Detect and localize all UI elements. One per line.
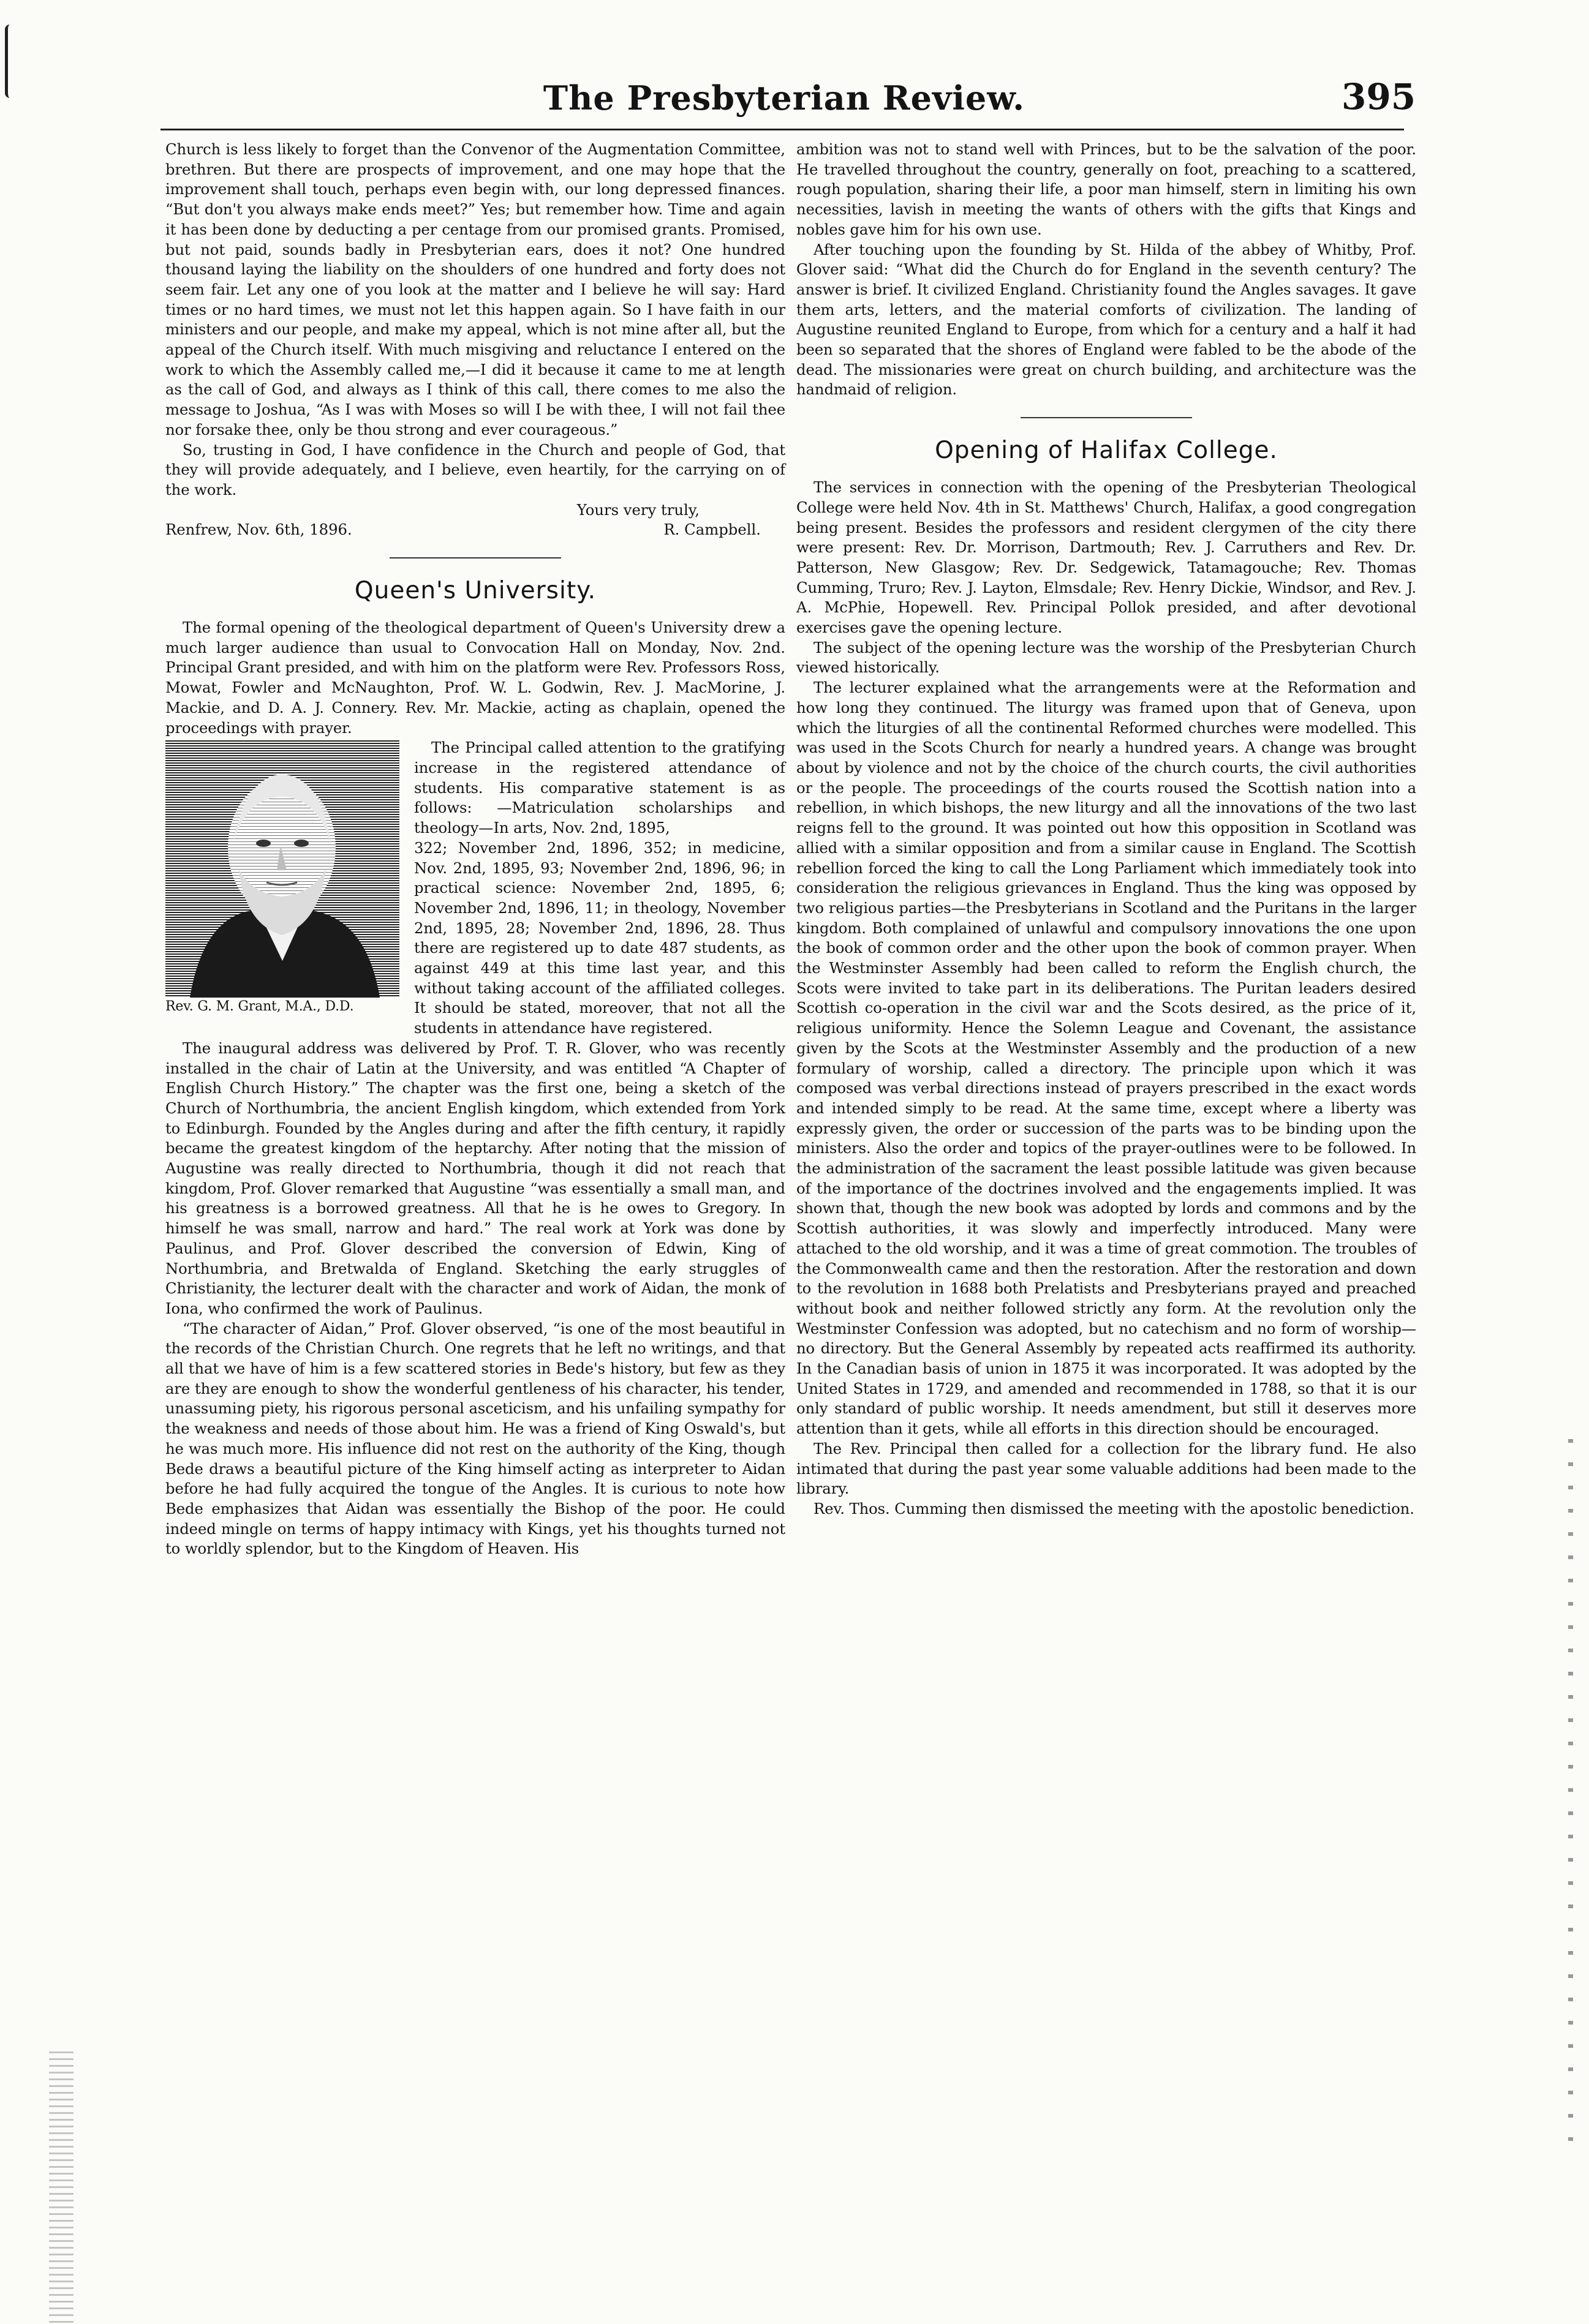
journal-title: The Presbyterian Review. bbox=[543, 78, 1025, 118]
section-divider bbox=[390, 557, 561, 558]
portrait-engraving bbox=[165, 740, 399, 998]
portrait-figure bbox=[165, 740, 399, 1016]
signoff-place-date: Renfrew, Nov. 6th, 1896. bbox=[165, 521, 352, 539]
section-divider bbox=[1021, 417, 1192, 418]
halifax-paragraph: The services in connection with the opening of the Presbyterian Theological College were held Nov. 4th in St. Matthews' Church, Halifax, a good congregation being present. Besides the professors and resident clergymen of the city there were present: Rev. Dr. Morrison, Dartmouth; Rev. J. Carruthers and Rev. Dr. Patterson, New Glasgow; Rev. Dr. Sedgewick, Tatamagouche; Rev. Thomas Cumming, Truro; Rev. J. Layton, Elmsdale; Rev. Henry Dickie, Windsor, and Rev. J. A. McPhie, Hopewell. Rev. Principal Pollok presided, and after devotional exercises gave the opening lecture. bbox=[796, 478, 1416, 637]
halifax-paragraph: Rev. Thos. Cumming then dismissed the meeting with the apostolic benediction. bbox=[813, 1500, 1414, 1517]
scan-edge-noise bbox=[49, 2051, 74, 2324]
scan-edge-noise-right bbox=[1568, 1439, 1573, 2143]
queens-stats-paragraph: The Principal called attention to the gratifying increase in the registered attendance of students. His comparative statement is as follows: —Matriculation scholarships and theology—In arts, Nov. 2nd, 1895, bbox=[414, 739, 785, 837]
letter-paragraph: Church is less likely to forget than the Convenor of the Augmentation Committee, brethren. But there are prospects of improvement, and one may hope that the improvement shall touch, perhaps even begin with, our long depressed finances. “But don't you always make ends meet?” Yes; but remember how. Time and again it has been done by deducting a per centage from our promised grants. Promised, but not paid, sounds badly in Presbyterian ears, does it not? One hundred thousand laying the liability on the shoulders of one hundred and forty does not seem fair. Let any one of you look at the matter and I believe he will say: Hard times or no hard times, we must not let this happen again. So I have faith in our ministers and our people, and make my appeal, which is not mine after all, but the appeal of the Church itself. With much misgiving and reluctance I entered on the work to which the Assembly called me,—I did it because it came to me at length as the call of God, and always as I think of this call, there comes to me also the message to Joshua, “As I was with Moses so will I be with thee, I will not fail thee nor forsake thee, only be thou strong and ever courageous.” bbox=[165, 140, 785, 438]
halifax-heading: Opening of Halifax College. bbox=[935, 437, 1278, 465]
portrait-caption: Rev. G. M. Grant, M.A., D.D. bbox=[165, 999, 354, 1015]
header-rule bbox=[160, 129, 1404, 130]
page-number: 395 bbox=[1342, 76, 1416, 118]
continued-paragraph: ambition was not to stand well with Princes, but to be the salvation of the poor. He travelled throughout the country, generally on foot, preaching to a scattered, rough population, sharing their life, a poor man himself, stern in limiting his own necessities, lavish in meeting the wants of others with the gifts that Kings and nobles gave him for his own use. bbox=[796, 140, 1416, 238]
right-column bbox=[796, 140, 1416, 2209]
queens-paragraph: “The character of Aidan,” Prof. Glover observed, “is one of the most beautiful in the records of the Christian Church. One regrets that he left no writings, and that all that we have of him is a few scattered stories in Bede's history, but few as they are they are enough to show the wonderful gentleness of his character, his tender, unassuming piety, his rigorous personal asceticism, and his unfailing sympathy for the weakness and needs of those about him. He was a friend of King Oswald's, but he was much more. His influence did not rest on the authority of the King, though Bede draws a beautiful picture of the King himself acting as interpreter to Aidan before he had fully acquired the tongue of the Angles. It is curious to note how Bede emphasizes that Aidan was essentially the Bishop of the poor. He could indeed mingle on terms of happy intimacy with Kings, yet his thoughts turned not to worldly splendor, but to the Kingdom of Heaven. His bbox=[165, 1319, 785, 1558]
queens-heading: Queen's University. bbox=[354, 577, 597, 605]
halifax-paragraph: The Rev. Principal then called for a collection for the library fund. He also intimated that during the past year some valuable additions had been made to the library. bbox=[796, 1439, 1416, 1498]
queens-intro-paragraph: The formal opening of the theological department of Queen's University drew a much larger audience than usual to Convocation Hall on Monday, Nov. 2nd. Principal Grant presided, and with him on the platform were Rev. Professors Ross, Mowat, Fowler and McNaughton, Prof. W. L. Godwin, Rev. J. MacMorine, J. Mackie, and D. A. J. Connery. Rev. Mr. Mackie, acting as chaplain, opened the proceedings with prayer. bbox=[165, 619, 785, 737]
halifax-paragraph: The lecturer explained what the arrangements were at the Reformation and how long they continued. The liturgy was framed upon that of Geneva, upon which the liturgies of all the continental Reformed churches were modelled. This was used in the Scots Church for nearly a hundred years. A change was brought about by violence and not by the choice of the church courts, the civil authorities or the people. The proceedings of the courts roused the Scottish nation into a rebellion, in which bishops, the new liturgy and all the innovations of the two last reigns fell to the ground. It was pointed out how this opposition in Scotland was allied with a similar opposition and from a similar cause in England. The Scottish rebellion forced the king to call the Long Parliament which immediately took into consideration the religious grievances in England. Thus the king was opposed by two religious parties—the Presbyterians in Scotland and the Puritans in the larger kingdom. Both complained of unlawful and compulsory innovations the one upon the book of common order and the other upon the book of common prayer. When the Westminster Assembly had been called to reform the English church, the Scots were invited to take part in its deliberations. The Puritan leaders desired Scottish co-operation in the civil war and the Scots desired, as the price of it, religious uniformity. Hence the Solemn League and Covenant, the assistance given by the Scots at the Westminster Assembly and the production of a new formulary of worship, called a directory. The principle upon which it was composed was verbal directions instead of prayers prescribed in the exact words and intended simply to be read. At the same time, except where a liberty was expressly given, the order or succession of the parts was to be binding upon the ministers. Also the order and topics of the prayer-outlines were to be followed. In the administration of the sacrament the least possible latitude was given because of the importance of the doctrines involved and the engagements implied. It was shown that, though the new book was adopted by lords and commons and by the Scottish authorities, it was slowly and imperfectly introduced. Many were attached to the old worship, and it was a time of great commotion. The troubles of the Commonwealth came and then the restoration. After the restoration and down to the revolution in 1688 both Prelatists and Presbyterians prayed and preached without book and neither followed strictly any form. At the revolution only the Westminster Confession was adopted, but no catechism and no form of worship—no directory. But the General Assembly by repeated acts reaffirmed its authority. In the Canadian basis of union in 1875 it was incorporated. It was adopted by the United States in 1729, and amended and recommended in 1788, so that it is our only standard of public worship. It needs amendment, but still it deserves more attention than it gets, while all efforts in this direction should be encouraged. bbox=[796, 679, 1416, 1438]
halifax-paragraph: The subject of the opening lecture was the worship of the Presbyterian Church viewed historically. bbox=[796, 638, 1416, 677]
binding-mark bbox=[5, 24, 17, 98]
letter-signoff bbox=[165, 500, 785, 540]
letter-paragraph: So, trusting in God, I have confidence in the Church and people of God, that they will provide adequately, and I believe, even heartily, for the carrying on of the work. bbox=[165, 440, 785, 498]
left-column bbox=[165, 140, 785, 2307]
continued-paragraph: After touching upon the founding by St. Hilda of the abbey of Whitby, Prof. Glover said: “What did the Church do for England in the seventh century? The answer is brief. It civilized England. Christianity found the Angles savages. It gave them arts, letters, and the material comforts of civilization. The landing of Augustine reunited England to Europe, from which for a century and a half it had been so separated that the shores of England were fabled to be the abode of the dead. The missionaries were great on church building, and architecture was the handmaid of religion. bbox=[796, 240, 1416, 399]
signoff-closing: Yours very truly, bbox=[576, 500, 700, 519]
signoff-name: R. Campbell. bbox=[663, 521, 761, 539]
queens-paragraph: The inaugural address was delivered by Prof. T. R. Glover, who was recently installed in the chair of Latin at the University, and was entitled “A Chapter of English Church History.” The chapter was the first one, being a sketch of the Church of Northumbria, the ancient English kingdom, which extended from York to Edinburgh. Founded by the Angles during and after the fifth century, it rapidly became the greatest kingdom of the heptarchy. After noting that the mission of Augustine was really directed to Northumbria, though it did not reach that kingdom, Prof. Glover remarked that Augustine “was essentially a small man, and his greatness is a borrowed greatness. All that he is he owes to Gregory. In himself he was small, narrow and hard.” The real work at York was done by Paulinus, and Prof. Glover described the conversion of Edwin, King of Northumbria, and Bretwalda of England. Sketching the early struggles of Christianity, the lecturer dealt with the character and work of Aidan, the monk of Iona, who confirmed the work of Paulinus. bbox=[165, 1039, 785, 1317]
queens-stats-continued: 322; November 2nd, 1896, 352; in medicine, Nov. 2nd, 1895, 93; November 2nd, 1896, 96; in practical science: November 2nd, 1895, 6; November 2nd, 1896, 11; in theology, November 2nd, 1895, 28; November 2nd, 1896, 28. Thus there are registered up to date 487 students, as against 449 at this time last year, and this without taking account of the affiliated colleges. It should be stated, moreover, that not all the students in attendance have registered. bbox=[414, 838, 785, 1037]
signoff-row bbox=[165, 520, 785, 540]
